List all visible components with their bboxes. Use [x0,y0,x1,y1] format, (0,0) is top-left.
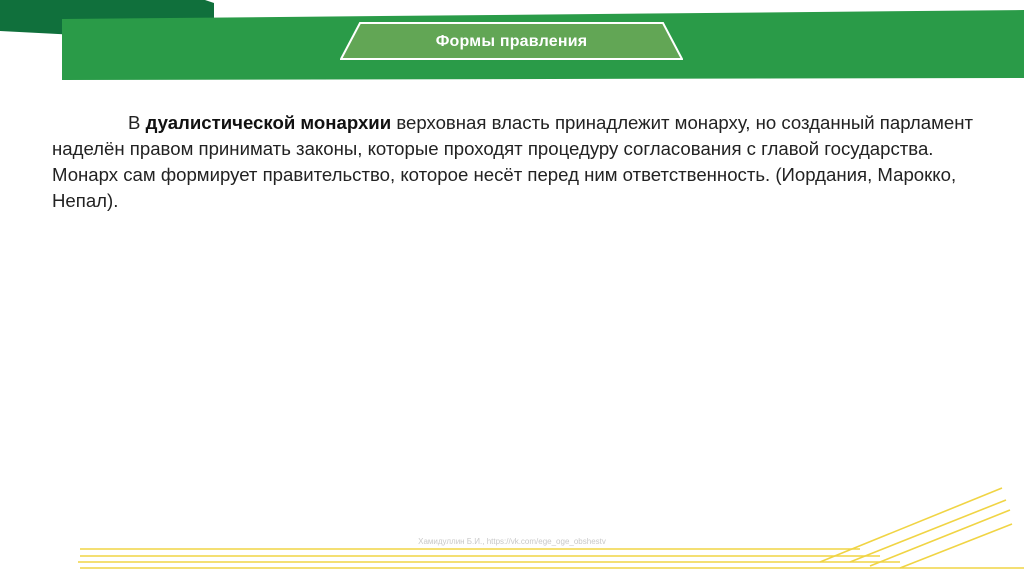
paragraph-term: дуалистической монархии [145,112,392,133]
body-paragraph [52,110,982,214]
slide-title: Формы правления [435,32,588,50]
footer-diag-1 [820,488,1002,562]
title-badge [340,22,683,61]
credit-text: Хамидуллин Б.И., https://vk.com/ege_oge_obshestv [418,537,606,546]
footer-diag-4 [900,524,1012,568]
footer-diag-2 [850,500,1006,562]
paragraph-rest: верховная власть принадлежит монарху, но созданный парламент наделён правом принимать законы, которые проходят процедуру согласования с главой государства. Монарх сам формирует правительство, которое несёт перед ним ответственность. (Иордания, Марокко, Непал). [52,112,973,211]
paragraph-lead: В [128,112,146,133]
